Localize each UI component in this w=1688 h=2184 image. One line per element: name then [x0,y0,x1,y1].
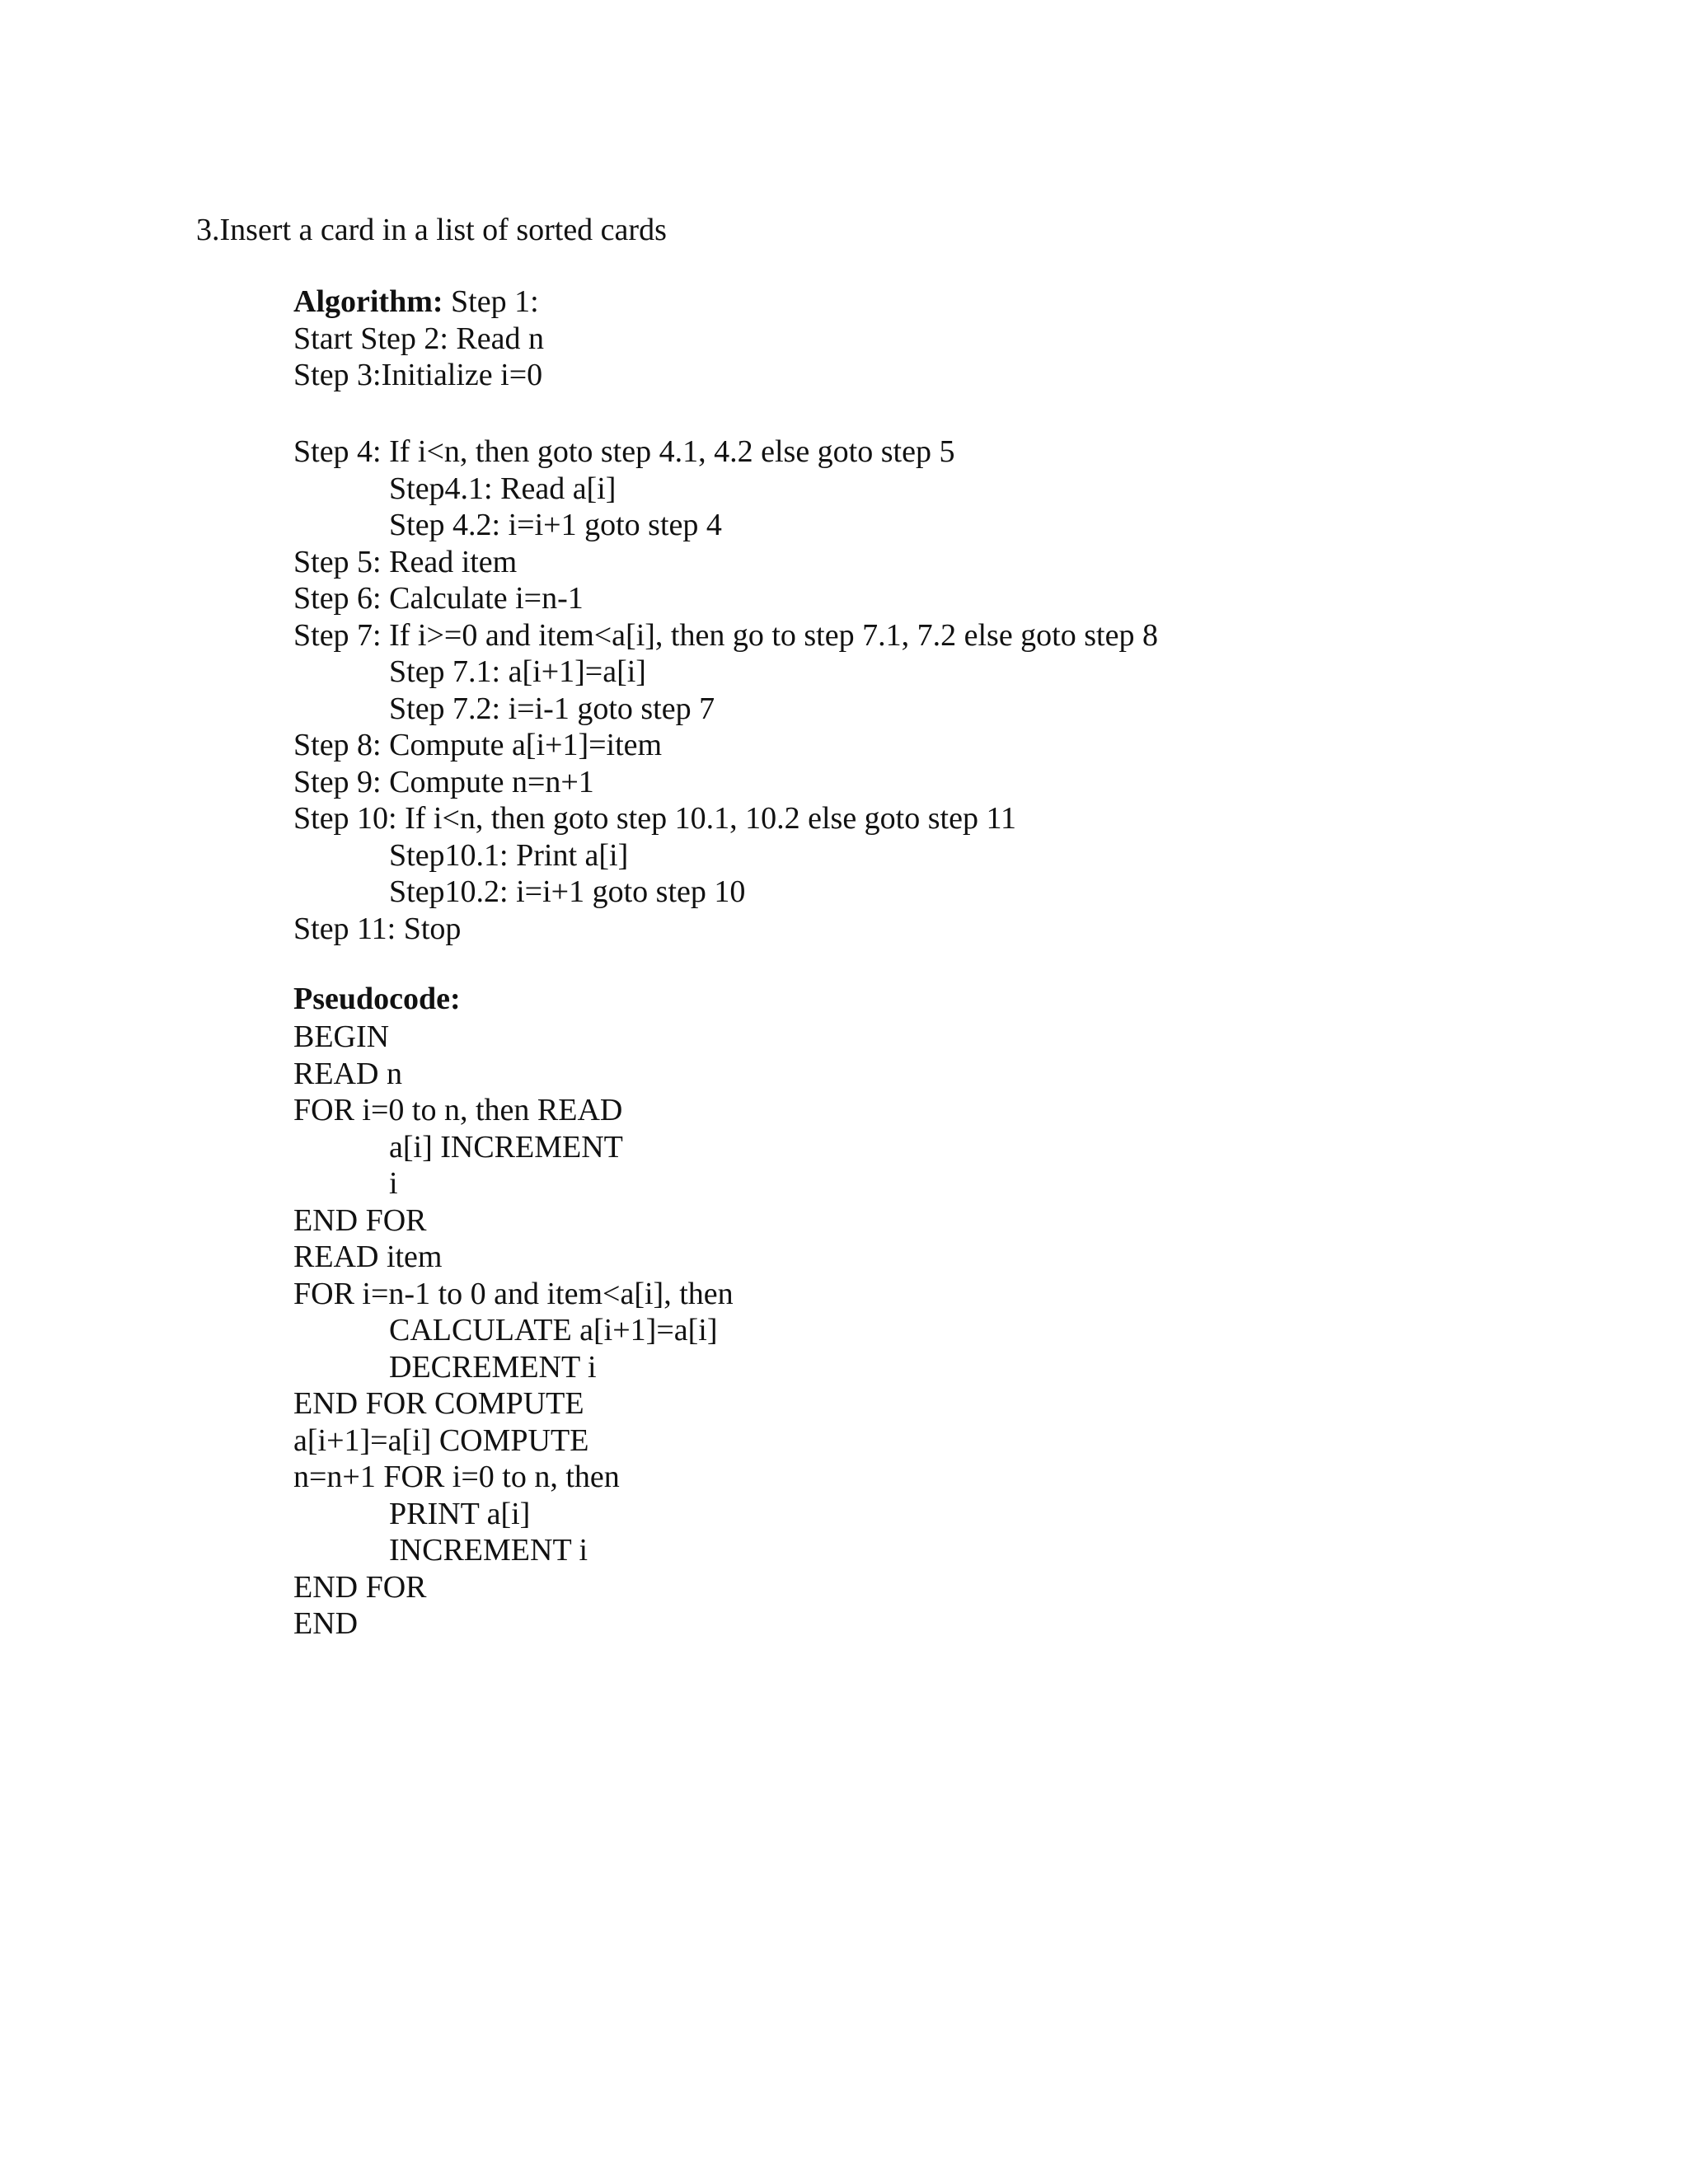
document-heading: 3.Insert a card in a list of sorted cards [196,213,667,247]
algorithm-step-line: Step 4.2: i=i+1 goto step 4 [389,508,722,542]
algorithm-step-line: Step 5: Read item [293,544,518,579]
algorithm-step-line: Step 9: Compute n=n+1 [293,764,594,799]
algorithm-step-line: Step 4: If i<n, then goto step 4.1, 4.2 else goto step 5 [293,434,955,469]
algorithm-step-line: Step10.2: i=i+1 goto step 10 [389,874,746,909]
algorithm-label: Algorithm: [293,284,443,319]
algorithm-intro-line: Start Step 2: Read n [293,321,544,356]
algorithm-step-line: Step 7.1: a[i+1]=a[i] [389,654,646,689]
pseudocode-line: READ n [293,1056,402,1091]
algorithm-step-line: Step 6: Calculate i=n-1 [293,581,584,616]
pseudocode-line: n=n+1 FOR i=0 to n, then [293,1460,620,1494]
algorithm-step-line: Step 8: Compute a[i+1]=item [293,728,663,762]
algorithm-step-line: Step 7: If i>=0 and item<a[i], then go to step 7.1, 7.2 else goto step 8 [293,617,1158,653]
algorithm-steps-list [293,434,1158,947]
algorithm-step-line: Step4.1: Read a[i] [389,471,617,506]
pseudocode-line: END [293,1606,359,1641]
pseudocode-line: INCREMENT i [389,1533,588,1568]
pseudocode-line: END FOR COMPUTE [293,1386,584,1421]
pseudocode-line: CALCULATE a[i+1]=a[i] [389,1313,718,1347]
pseudocode-line: BEGIN [293,1019,390,1054]
algorithm-step-line: Step10.1: Print a[i] [389,837,629,873]
algorithm-step-1-text: Step 1: [443,284,539,319]
pseudocode-line: PRINT a[i] [389,1496,531,1531]
pseudocode-line: DECREMENT i [389,1349,597,1385]
algorithm-step-line: Step 7.2: i=i-1 goto step 7 [389,691,715,726]
pseudocode-line: a[i] INCREMENT [389,1129,623,1165]
pseudocode-label: Pseudocode: [293,982,461,1016]
algorithm-step-line: Step 11: Stop [293,911,462,946]
pseudocode-line: END FOR [293,1569,427,1605]
algorithm-intro-line [293,284,544,321]
algorithm-intro-line: Step 3:Initialize i=0 [293,358,543,392]
pseudocode-line: END FOR [293,1202,427,1238]
pseudocode-list [293,1019,734,1643]
pseudocode-line: a[i+1]=a[i] COMPUTE [293,1422,589,1458]
pseudocode-line: FOR i=0 to n, then READ [293,1093,623,1127]
algorithm-intro [293,284,544,394]
pseudocode-line: i [389,1166,398,1201]
pseudocode-line: FOR i=n-1 to 0 and item<a[i], then [293,1276,734,1311]
pseudocode-line: READ item [293,1240,443,1274]
algorithm-step-line: Step 10: If i<n, then goto step 10.1, 10.2 else goto step 11 [293,801,1017,836]
